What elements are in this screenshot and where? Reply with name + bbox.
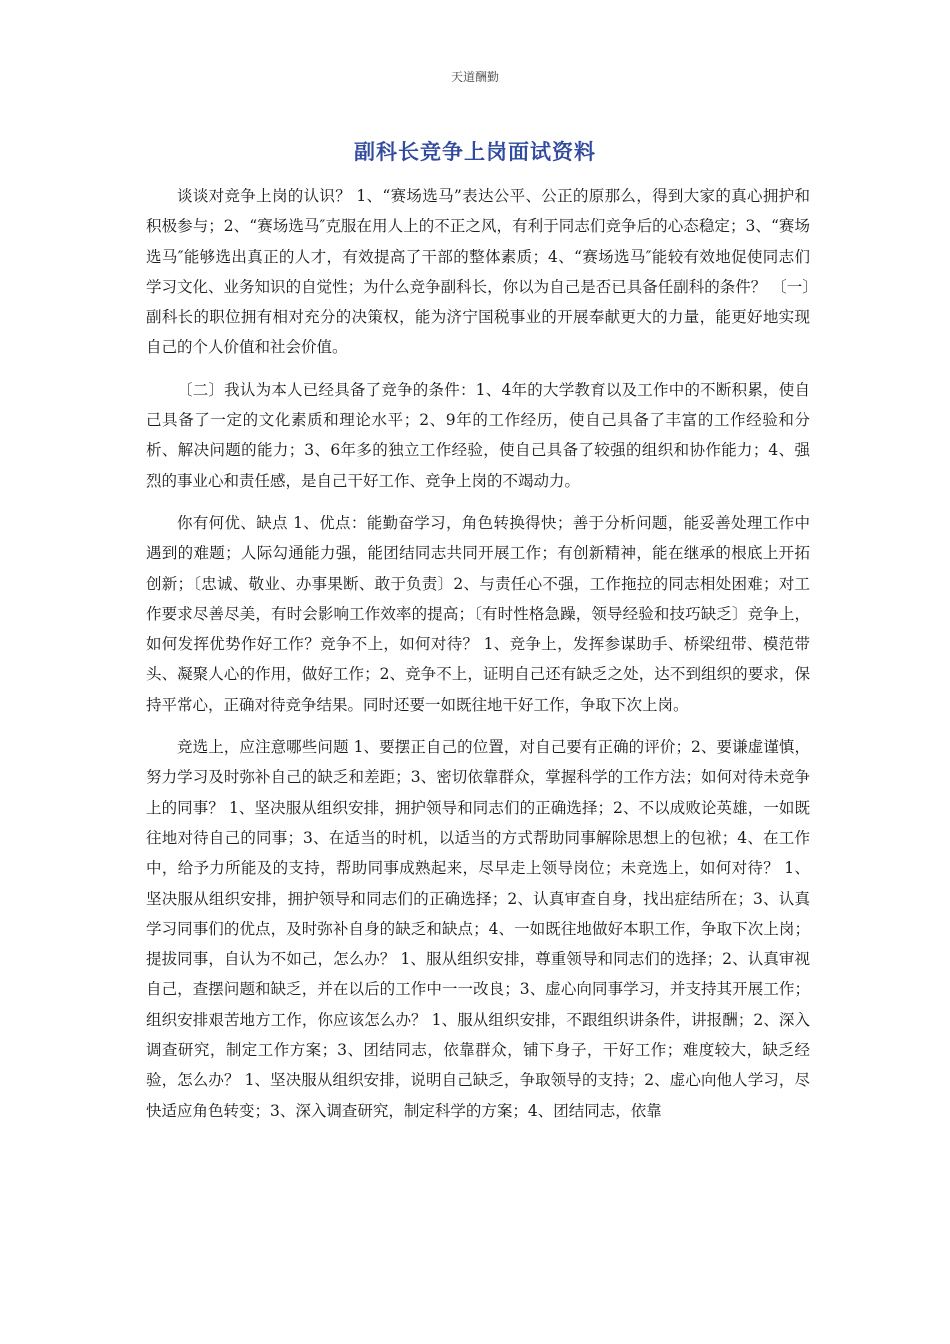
document-body	[146, 181, 810, 1138]
paragraph-1: 谈谈对竞争上岗的认识？ 1、“赛场选马”表达公平、公正的原那么，得到大家的真心拥护和积极参与；2、“赛场选马″克服在用人上的不正之风，有利于同志们竞争后的心态稳定；3、“赛场选马″能够选出真正的人才，有效提高了干部的整体素质；4、“赛场选马″能较有效地促使同志们学习文化、业务知识的自觉性；为什么竞争副科长，你以为自己是否已具备任副科的条件？ 〔一〕副科长的职位拥有相对充分的决策权，能为济宁国税事业的开展奉献更大的力量，能更好地实现自己的个人价值和社会价值。	[146, 187, 810, 357]
paragraph-3: 你有何优、缺点 1、优点：能勤奋学习，角色转换得快；善于分析问题，能妥善处理工作中遇到的难题；人际勾通能力强，能团结同志共同开展工作；有创新精神，能在继承的根底上开拓创新；〔忠诚、敬业、办事果断、敢于负责〕2、与责任心不强，工作拖拉的同志相处困难；对工作要求尽善尽美，有时会影响工作效率的提高；〔有时性格急躁，领导经验和技巧缺乏〕竞争上，如何发挥优势作好工作？竞争不上，如何对待？ 1、竞争上，发挥参谋助手、桥梁纽带、模范带头、凝聚人心的作用，做好工作；2、竞争不上，证明自己还有缺乏之处，达不到组织的要求，保持平常心，正确对待竞争结果。同时还要一如既往地干好工作，争取下次上岗。	[146, 513, 810, 714]
page-header: 天道酬勤	[450, 70, 499, 84]
paragraph-2: 〔二〕我认为本人已经具备了竞争的条件：1、4年的大学教育以及工作中的不断积累，使自己具备了一定的文化素质和理论水平；2、9年的工作经历，使自己具备了丰富的工作经验和分析、解决问题的能力；3、6年多的独立工作经验，使自己具备了较强的组织和协作能力；4、强烈的事业心和责任感，是自己干好工作、竞争上岗的不竭动力。	[146, 380, 810, 490]
paragraph-4: 竞选上，应注意哪些问题 1、要摆正自己的位置，对自己要有正确的评价；2、要谦虚谨慎，努力学习及时弥补自己的缺乏和差距；3、密切依靠群众，掌握科学的工作方法；如何对待未竞争上的同事？ 1、坚决服从组织安排，拥护领导和同志们的正确选择；2、不以成败论英雄，一如既往地对待自己的同事；3、在适当的时机，以适当的方式帮助同事解除思想上的包袱；4、在工作中，给予力所能及的支持，帮助同事成熟起来，尽早走上领导岗位；未竞选上，如何对待？ 1、坚决服从组织安排，拥护领导和同志们的正确选择；2、认真审查自身，找出症结所在；3、认真学习同事们的优点，及时弥补自身的缺乏和缺点；4、一如既往地做好本职工作，争取下次上岗；提拔同事，自认为不如己，怎么办？ 1、服从组织安排，尊重领导和同志们的选择；2、认真审视自己，查摆问题和缺乏，并在以后的工作中一一改良；3、虚心向同事学习，并支持其开展工作；组织安排艰苦地方工作，你应该怎么办？ 1、服从组织安排，不跟组织讲条件，讲报酬；2、深入调查研究，制定工作方案；3、团结同志，依靠群众，铺下身子，干好工作；难度较大，缺乏经验，怎么办？ 1、坚决服从组织安排，说明自己缺乏，争取领导的支持；2、虚心向他人学习，尽快适应角色转变；3、深入调查研究，制定科学的方案；4、团结同志，依靠	[146, 738, 810, 1120]
document-title: 副科长竞争上岗面试资料	[354, 140, 596, 164]
